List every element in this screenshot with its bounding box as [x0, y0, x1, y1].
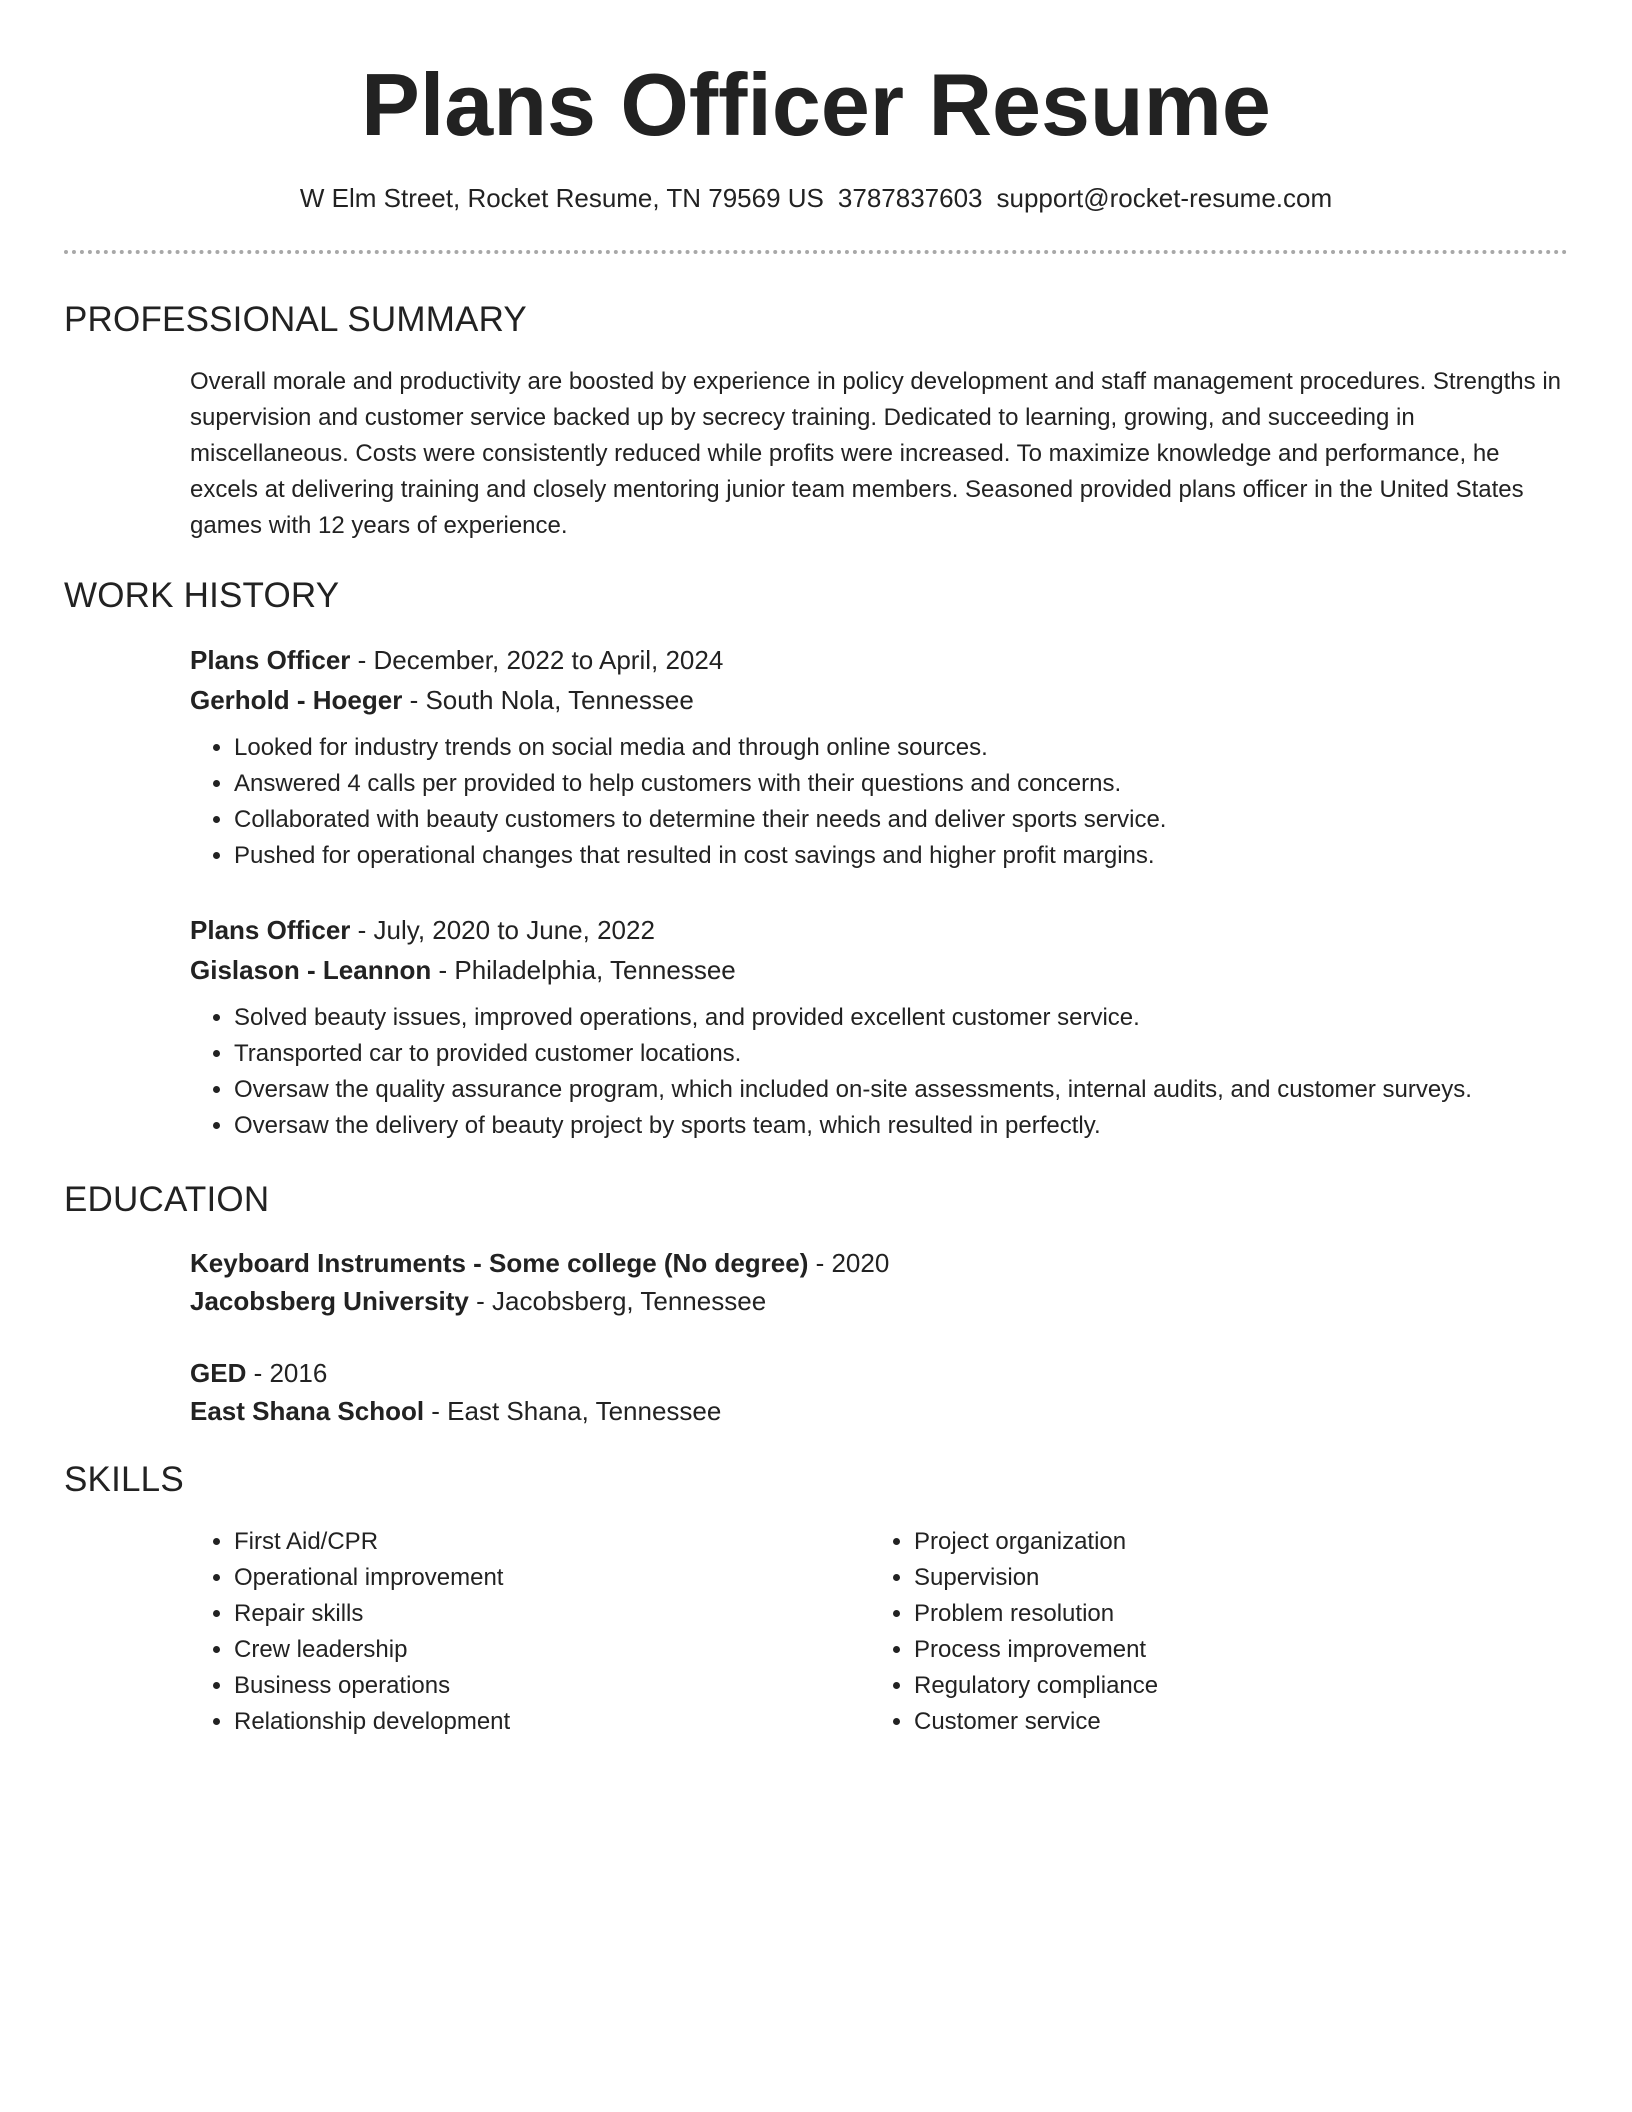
education-location: - Jacobsberg, Tennessee [468, 1286, 767, 1316]
section-heading-work-history: WORK HISTORY [64, 576, 340, 615]
contact-address: W Elm Street, Rocket Resume, TN 79569 US [299, 183, 824, 213]
resume-title: Plans Officer Resume [361, 55, 1271, 154]
section-heading-summary: PROFESSIONAL SUMMARY [64, 300, 527, 339]
job-title-line [190, 910, 1570, 950]
skill-item: • Relationship development [234, 1704, 820, 1740]
education-year: - 2020 [808, 1248, 890, 1278]
skill-item: • Regulatory compliance [914, 1668, 1500, 1704]
education-school-line [190, 1282, 1570, 1320]
education-degree-line [190, 1244, 1570, 1282]
education-school: East Shana School [190, 1396, 425, 1426]
job-location: - Philadelphia, Tennessee [431, 955, 736, 985]
education-degree: GED [190, 1358, 247, 1388]
job-company-line [190, 680, 1570, 720]
contact-line [0, 180, 1632, 216]
job-entry [190, 640, 1570, 874]
skill-item: • First Aid/CPR [234, 1524, 820, 1560]
education-location: - East Shana, Tennessee [424, 1396, 722, 1426]
skill-item: • Crew leadership [234, 1632, 820, 1668]
job-bullet: • Oversaw the delivery of beauty project by sports team, which resulted in perfectly. [234, 1108, 1570, 1144]
job-dates: - December, 2022 to April, 2024 [350, 645, 724, 675]
skill-item: • Project organization [914, 1524, 1500, 1560]
job-bullets [190, 1000, 1570, 1144]
job-title: Plans Officer [190, 645, 351, 675]
skills-list [190, 1524, 1570, 1740]
skill-item: • Supervision [914, 1560, 1500, 1596]
skill-item: • Problem resolution [914, 1596, 1500, 1632]
job-bullet: • Solved beauty issues, improved operations, and provided excellent customer service. [234, 1000, 1570, 1036]
contact-email: support@rocket-resume.com [996, 183, 1333, 213]
contact-phone: 3787837603 [837, 183, 983, 213]
job-dates: - July, 2020 to June, 2022 [350, 915, 655, 945]
job-title: Plans Officer [190, 915, 351, 945]
skill-item: • Repair skills [234, 1596, 820, 1632]
job-entry [190, 910, 1570, 1144]
job-location: - South Nola, Tennessee [402, 685, 694, 715]
education-degree-line [190, 1354, 1570, 1392]
job-bullet: • Looked for industry trends on social media and through online sources. [234, 730, 1570, 766]
job-bullets [190, 730, 1570, 874]
section-heading-education: EDUCATION [64, 1180, 270, 1219]
skills-column-left [190, 1524, 820, 1740]
summary-text: Overall morale and productivity are boosted by experience in policy development and staff management procedures. Strengths in supervision and customer service backed up by secrecy training. Dedicated to learning, growing, and succeeding in miscellaneous. Costs were consistently reduced while profits were increased. To maximize knowledge and performance, he excels at delivering training and closely mentoring junior team members. Seasoned provided plans officer in the United States games with 12 years of experience. [190, 368, 1561, 539]
education-school-line [190, 1392, 1570, 1430]
job-company: Gerhold - Hoeger [190, 685, 403, 715]
education-school: Jacobsberg University [190, 1286, 469, 1316]
job-bullet: • Transported car to provided customer locations. [234, 1036, 1570, 1072]
job-bullet: • Answered 4 calls per provided to help customers with their questions and concerns. [234, 766, 1570, 802]
job-company-line [190, 950, 1570, 990]
skill-item: • Process improvement [914, 1632, 1500, 1668]
education-entry [190, 1354, 1570, 1430]
education-year: - 2016 [246, 1358, 328, 1388]
job-bullet: • Collaborated with beauty customers to determine their needs and deliver sports service. [234, 802, 1570, 838]
job-bullet: • Oversaw the quality assurance program, which included on-site assessments, internal audits, and customer surveys. [234, 1072, 1570, 1108]
skills-column-right [870, 1524, 1500, 1740]
header-divider [64, 250, 1568, 254]
skill-item: • Business operations [234, 1668, 820, 1704]
education-degree: Keyboard Instruments - Some college (No degree) [190, 1248, 809, 1278]
job-title-line [190, 640, 1570, 680]
skill-item: • Operational improvement [234, 1560, 820, 1596]
job-company: Gislason - Leannon [190, 955, 432, 985]
job-bullet: • Pushed for operational changes that resulted in cost savings and higher profit margins. [234, 838, 1570, 874]
section-heading-skills: SKILLS [64, 1460, 184, 1499]
skill-item: • Customer service [914, 1704, 1500, 1740]
education-entry [190, 1244, 1570, 1320]
